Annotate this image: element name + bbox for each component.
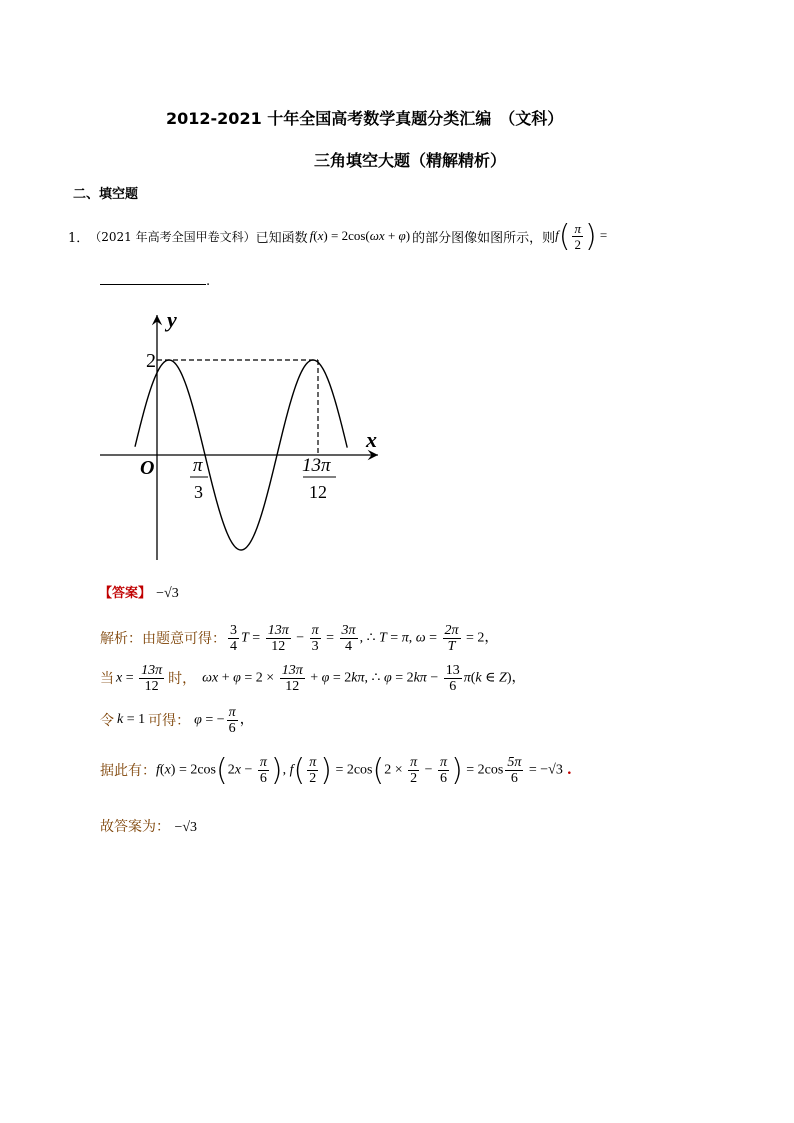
y-tick-label: 2 — [146, 350, 156, 372]
problem-source: （2021 年高考全国甲卷文科） — [89, 229, 256, 244]
solution-line-3: 令 k = 1 可得： φ = − $\frac{\pi}{6}$ ， — [100, 704, 254, 736]
solution-line-4: 据此有： f(x) = 2cos(2x − $\frac{\pi}{6}$ ), f( $\frac{\pi}{2}$ ) = 2cos(2 × $\frac{\pi}{2}$ − $\frac{\pi}{6}$ ) = 2cos $\frac{5\pi}{6}$ = −√3 . — [100, 752, 572, 788]
solution-line-1: 解析：由题意可得： $\frac{3}{4}$ T = $\frac{13\pi}{12}$ − $\frac{\pi}{3}$ = $\frac{3\pi}{4}$ , ∴ T = π, ω = $\frac{2\pi}{T}$ = 2， — [100, 622, 499, 654]
function-graph — [90, 305, 400, 570]
final-answer: −√3 — [174, 820, 198, 835]
x-tick1-denominator: 3 — [194, 482, 203, 502]
solution-line-2: 当 x = $\frac{13\pi}{12}$ 时， ωx + φ = 2 × $\frac{13\pi}{12}$ + φ = 2kπ, ∴ φ = 2kπ − $\frac{13}{6}$ π(k ∈ Z)， — [100, 662, 526, 694]
answer-tag: 【答案】 — [99, 586, 152, 601]
problem-statement — [68, 216, 607, 256]
y-axis-label: y — [167, 307, 177, 332]
x-tick1-numerator: π — [193, 455, 203, 476]
problem-stem-post: 的部分图像如图所示，则 — [412, 230, 556, 246]
page-subtitle: 三角填空大题（精解精析） — [314, 151, 507, 170]
answer-blank: . — [100, 272, 210, 289]
section-heading: 二、填空题 — [73, 187, 139, 202]
problem-number: 1． — [68, 230, 90, 246]
function-expression: f(x) = 2cos(ωx + φ) — [309, 228, 411, 243]
answer-line — [99, 582, 179, 602]
blank-line — [100, 272, 206, 285]
x-axis-label: x — [366, 427, 377, 452]
origin-label: O — [140, 457, 155, 479]
x-tick2-numerator: 13π — [302, 455, 331, 476]
x-tick2-denominator: 12 — [309, 482, 327, 502]
page-title: 2012-2021 十年全国高考数学真题分类汇编 （文科） — [166, 109, 564, 128]
problem-stem-pre: 已知函数 — [255, 230, 308, 246]
answer-value: −√3 — [156, 586, 179, 601]
ask-expression: f( $\frac{\pi}{2}$ ) = — [555, 218, 608, 254]
solution-line-5: 故答案为： −√3 — [100, 819, 198, 835]
